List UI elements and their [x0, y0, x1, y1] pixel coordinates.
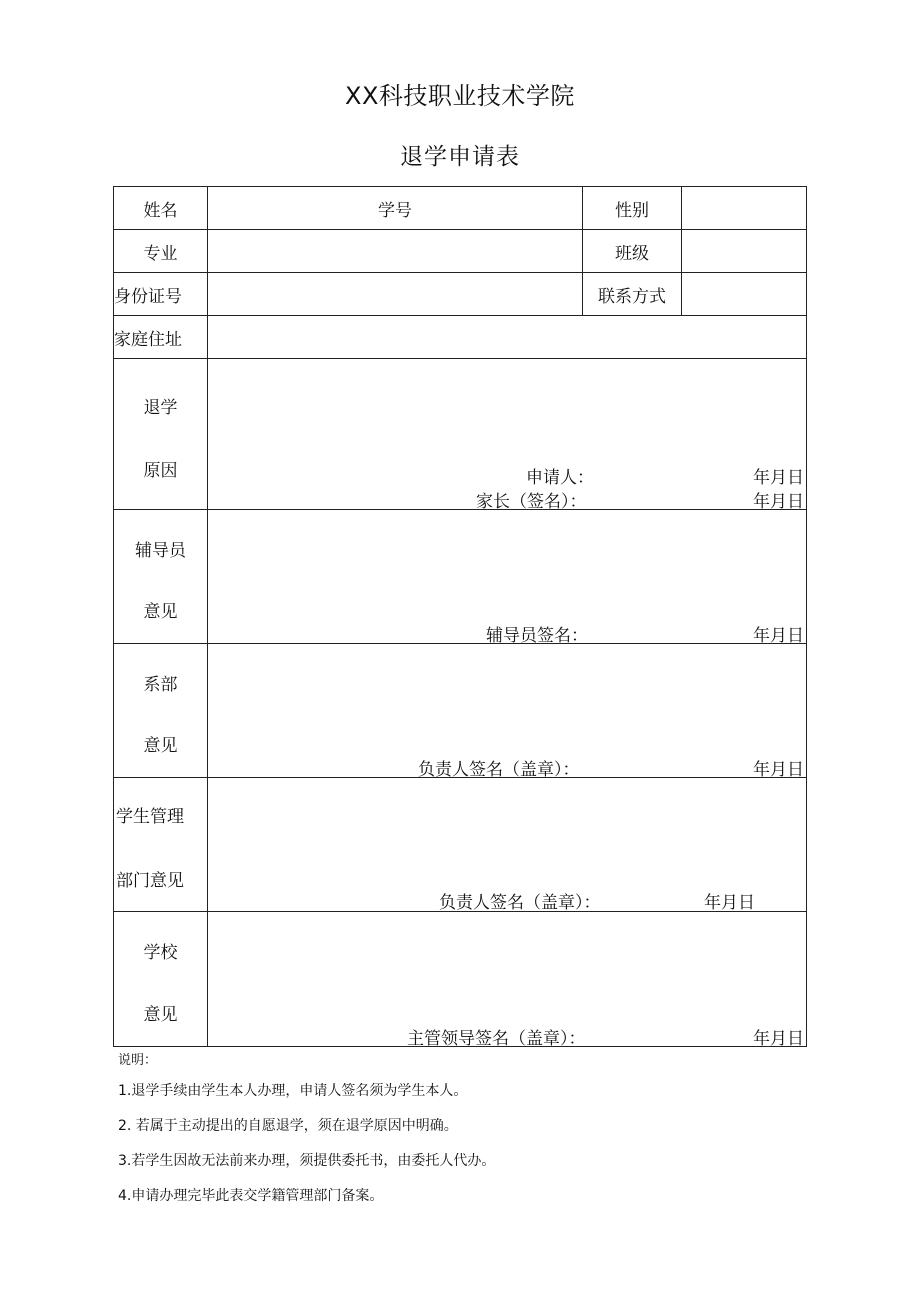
- note-item: 3.若学生因故无法前来办理，须提供委托书，由委托人代办。: [118, 1153, 496, 1169]
- row-major: [114, 230, 807, 273]
- school-signature-label: 主管领导签名（盖章）：: [407, 1029, 586, 1049]
- school-date: 年月日: [753, 1029, 804, 1049]
- parent-date: 年月日: [753, 492, 804, 512]
- major-value-cell[interactable]: [208, 230, 583, 273]
- student-affairs-label-cell: [114, 778, 208, 912]
- id-number-label: 身份证号: [114, 273, 208, 316]
- student-affairs-label-2: 部门意见: [116, 871, 184, 891]
- withdrawal-form-table: [113, 186, 807, 1047]
- student-affairs-date: 年月日: [704, 893, 755, 913]
- counselor-date: 年月日: [753, 626, 804, 646]
- reason-label-cell: [114, 359, 208, 510]
- department-input-area[interactable]: [208, 644, 807, 778]
- row-counselor: [114, 510, 807, 644]
- counselor-label-1: 辅导员: [135, 541, 186, 561]
- counselor-label-2: 意见: [143, 602, 178, 622]
- parent-signature-label: 家长（签名）：: [476, 492, 587, 512]
- note-item: 4.申请办理完毕此表交学籍管理部门备案。: [118, 1188, 384, 1204]
- note-item: 1.退学手续由学生本人办理，申请人签名须为学生本人。: [118, 1083, 468, 1099]
- row-student-affairs: [114, 778, 807, 912]
- form-title: 退学申请表: [400, 144, 520, 170]
- name-label: 姓名: [114, 187, 208, 230]
- counselor-label-cell: [114, 510, 208, 644]
- row-school: [114, 912, 807, 1047]
- student-affairs-label-1: 学生管理: [116, 807, 184, 827]
- school-label-1: 学校: [143, 943, 178, 963]
- reason-label-2: 原因: [143, 461, 178, 481]
- note-item: 2. 若属于主动提出的自愿退学，须在退学原因中明确。: [118, 1118, 458, 1134]
- row-department: [114, 644, 807, 778]
- row-name: [114, 187, 807, 230]
- counselor-signature-label: 辅导员签名：: [486, 626, 588, 646]
- student-id-label[interactable]: 学号: [208, 187, 583, 230]
- reason-input-area[interactable]: [208, 359, 807, 510]
- department-label-2: 意见: [143, 736, 178, 756]
- department-date: 年月日: [753, 760, 804, 780]
- class-label: 班级: [583, 230, 682, 273]
- row-address: [114, 316, 807, 359]
- reason-label-1: 退学: [143, 398, 178, 418]
- applicant-date: 年月日: [753, 468, 804, 488]
- counselor-input-area[interactable]: [208, 510, 807, 644]
- student-affairs-signature-label: 负责人签名（盖章）：: [439, 893, 601, 913]
- notes-section: [118, 1049, 495, 1221]
- school-input-area[interactable]: [208, 912, 807, 1047]
- address-label: 家庭住址: [114, 316, 208, 359]
- school-name: XX科技职业技术学院: [345, 82, 575, 110]
- class-value-cell[interactable]: [682, 230, 807, 273]
- applicant-signature-label: 申请人：: [526, 468, 594, 488]
- school-label-2: 意见: [143, 1005, 178, 1025]
- department-label-1: 系部: [143, 675, 178, 695]
- contact-value-cell[interactable]: [682, 273, 807, 316]
- contact-label: 联系方式: [583, 273, 682, 316]
- department-label-cell: [114, 644, 208, 778]
- gender-value-cell[interactable]: [682, 187, 807, 230]
- gender-label: 性别: [583, 187, 682, 230]
- notes-heading: 说明：: [118, 1053, 158, 1068]
- row-reason: [114, 359, 807, 510]
- school-label-cell: [114, 912, 208, 1047]
- student-affairs-input-area[interactable]: [208, 778, 807, 912]
- id-number-value-cell[interactable]: [208, 273, 583, 316]
- major-label: 专业: [114, 230, 208, 273]
- address-value-cell[interactable]: [208, 316, 807, 359]
- department-signature-label: 负责人签名（盖章）：: [418, 760, 580, 780]
- row-id-number: [114, 273, 807, 316]
